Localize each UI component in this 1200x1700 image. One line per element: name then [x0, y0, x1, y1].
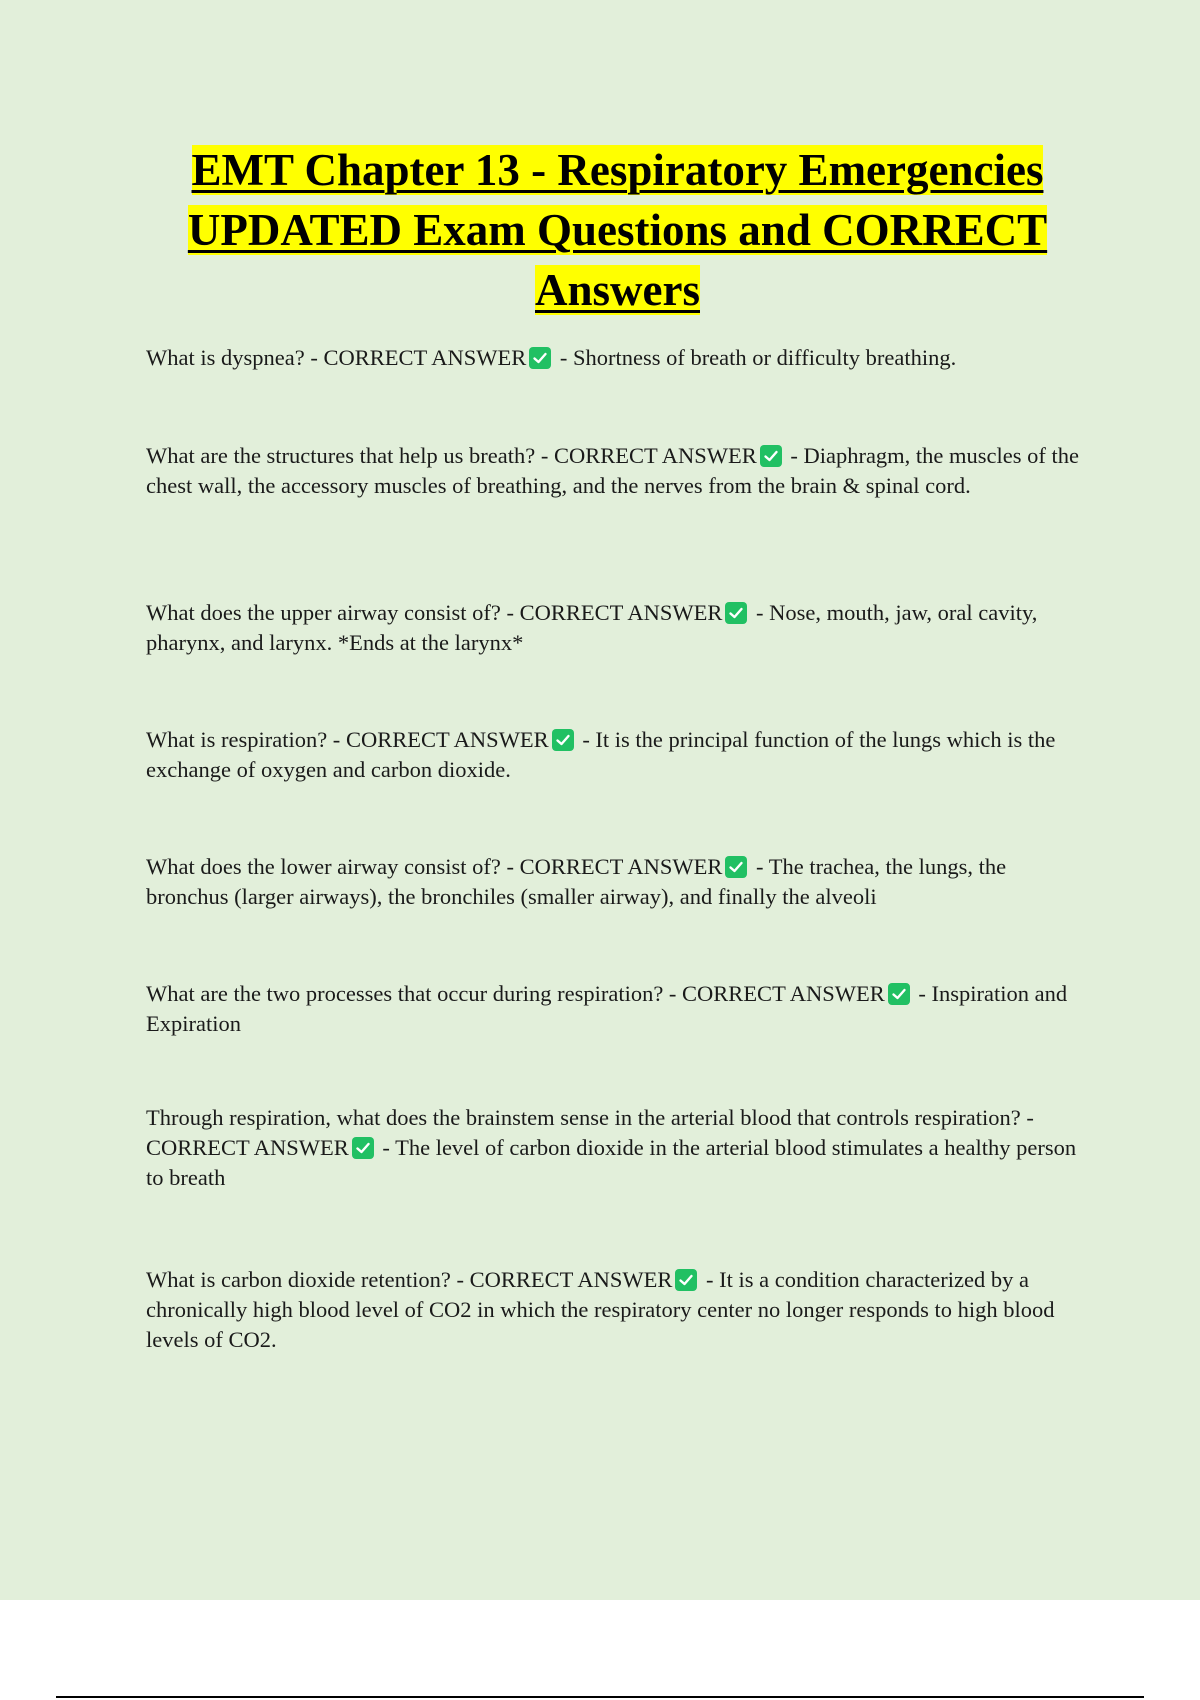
green-checkbox-icon	[725, 602, 747, 624]
green-checkbox-icon	[352, 1137, 374, 1159]
question-text: What are the structures that help us breath? -	[146, 443, 554, 468]
qa-item	[146, 441, 1091, 501]
answer-marker: CORRECT ANSWER	[469, 1267, 673, 1292]
title-line-3: Answers	[535, 265, 700, 315]
green-checkbox-icon	[760, 445, 782, 467]
page-divider	[56, 1696, 1144, 1698]
answer-text: - Inspiration and Expiration	[146, 981, 1068, 1036]
answer-marker: CORRECT ANSWER	[323, 345, 527, 370]
qa-item	[146, 343, 1091, 373]
green-checkbox-icon	[888, 983, 910, 1005]
green-checkbox-icon	[725, 856, 747, 878]
answer-marker: CORRECT ANSWER	[146, 1135, 349, 1160]
qa-item	[146, 725, 1091, 785]
page-title	[140, 140, 1095, 320]
answer-text: - The trachea, the lungs, the bronchus (larger airways), the bronchiles (smaller airway), and finally the alveoli	[146, 854, 1007, 909]
answer-marker: CORRECT ANSWER	[553, 443, 757, 468]
qa-item	[146, 1103, 1091, 1193]
question-text: What does the lower airway consist of? -	[146, 854, 520, 879]
answer-text: - It is a condition characterized by a chronically high blood level of CO2 in which the respiratory center no longer responds to high blood levels of CO2.	[146, 1267, 1055, 1352]
answer-marker: CORRECT ANSWER	[345, 727, 549, 752]
qa-item	[146, 979, 1091, 1039]
question-text: What are the two processes that occur during respiration? -	[146, 981, 683, 1006]
answer-marker: CORRECT ANSWER	[519, 600, 723, 625]
answer-marker: CORRECT ANSWER	[682, 981, 885, 1006]
qa-item	[146, 852, 1091, 912]
green-checkbox-icon	[529, 347, 551, 369]
question-text: What is carbon dioxide retention? -	[146, 1267, 470, 1292]
title-line-2: UPDATED Exam Questions and CORRECT	[187, 205, 1048, 255]
answer-text: - Nose, mouth, jaw, oral cavity, pharynx, and larynx. *Ends at the larynx*	[146, 600, 1038, 655]
answer-marker: CORRECT ANSWER	[519, 854, 723, 879]
answer-text: - The level of carbon dioxide in the arterial blood stimulates a healthy person to breath	[146, 1135, 1077, 1190]
green-checkbox-icon	[675, 1269, 697, 1291]
question-text: What is respiration? -	[146, 727, 346, 752]
answer-text: - Shortness of breath or difficulty breathing.	[554, 345, 957, 370]
qa-item	[146, 598, 1091, 658]
answer-text: - Diaphragm, the muscles of the chest wall, the accessory muscles of breathing, and the nerves from the brain & spinal cord.	[146, 443, 1080, 498]
green-checkbox-icon	[552, 729, 574, 751]
question-text: What does the upper airway consist of? -	[146, 600, 520, 625]
question-text: What is dyspnea? -	[146, 345, 324, 370]
answer-text: - It is the principal function of the lungs which is the exchange of oxygen and carbon dioxide.	[146, 727, 1056, 782]
question-text: Through respiration, what does the brainstem sense in the arterial blood that controls respiration? -	[146, 1105, 1034, 1130]
title-line-1: EMT Chapter 13 - Respiratory Emergencies	[191, 145, 1044, 195]
qa-item	[146, 1265, 1091, 1355]
